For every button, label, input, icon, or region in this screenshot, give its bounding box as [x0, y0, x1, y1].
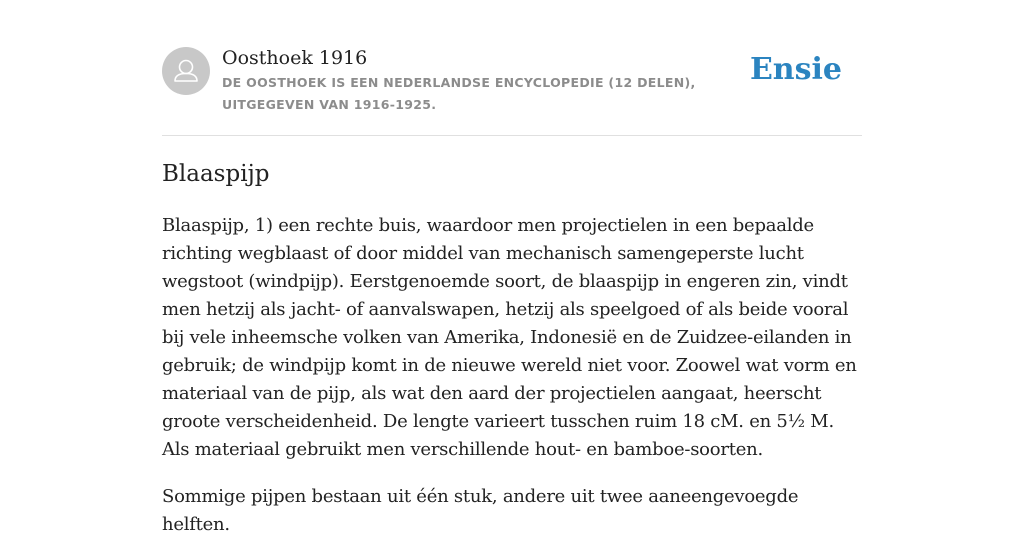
- article-title: Blaaspijp: [162, 161, 270, 187]
- source-header: [162, 44, 862, 136]
- article-body: [162, 212, 864, 558]
- source-description: DE OOSTHOEK IS EEN NEDERLANDSE ENCYCLOPEDIE (12 DELEN), UITGEGEVEN VAN 1916-1925.: [222, 75, 696, 112]
- article-paragraph: Sommige pijpen bestaan uit één stuk, andere uit twee aaneengevoegde helften.: [162, 486, 799, 535]
- source-title[interactable]: Oosthoek 1916: [222, 47, 368, 69]
- article-paragraph: Blaaspijp, 1) een rechte buis, waardoor men projectielen in een bepaalde richting wegblaast of door middel van mechanisch samengeperste lucht wegstoot (windpijp). Eerstgenoemde soort, de blaaspijp in engeren zin, vindt men hetzij als jacht- of aanvalswapen, hetzij als speelgoed of als beide vooral bij vele inheemsche volken van Amerika, Indonesië en de Zuidzee-eilanden in gebruik; de windpijp komt in de nieuwe wereld niet voor. Zoowel wat vorm en materiaal van de pijp, als wat den aard der projectielen aangaat, heerscht groote verscheidenheid. De lengte varieert tusschen ruim 18 cM. en 5½ M. Als materiaal gebruikt men verschillende hout- en bamboe-soorten.: [162, 215, 857, 460]
- brand-logo[interactable]: Ensie: [749, 52, 842, 87]
- user-silhouette-icon[interactable]: [162, 47, 210, 95]
